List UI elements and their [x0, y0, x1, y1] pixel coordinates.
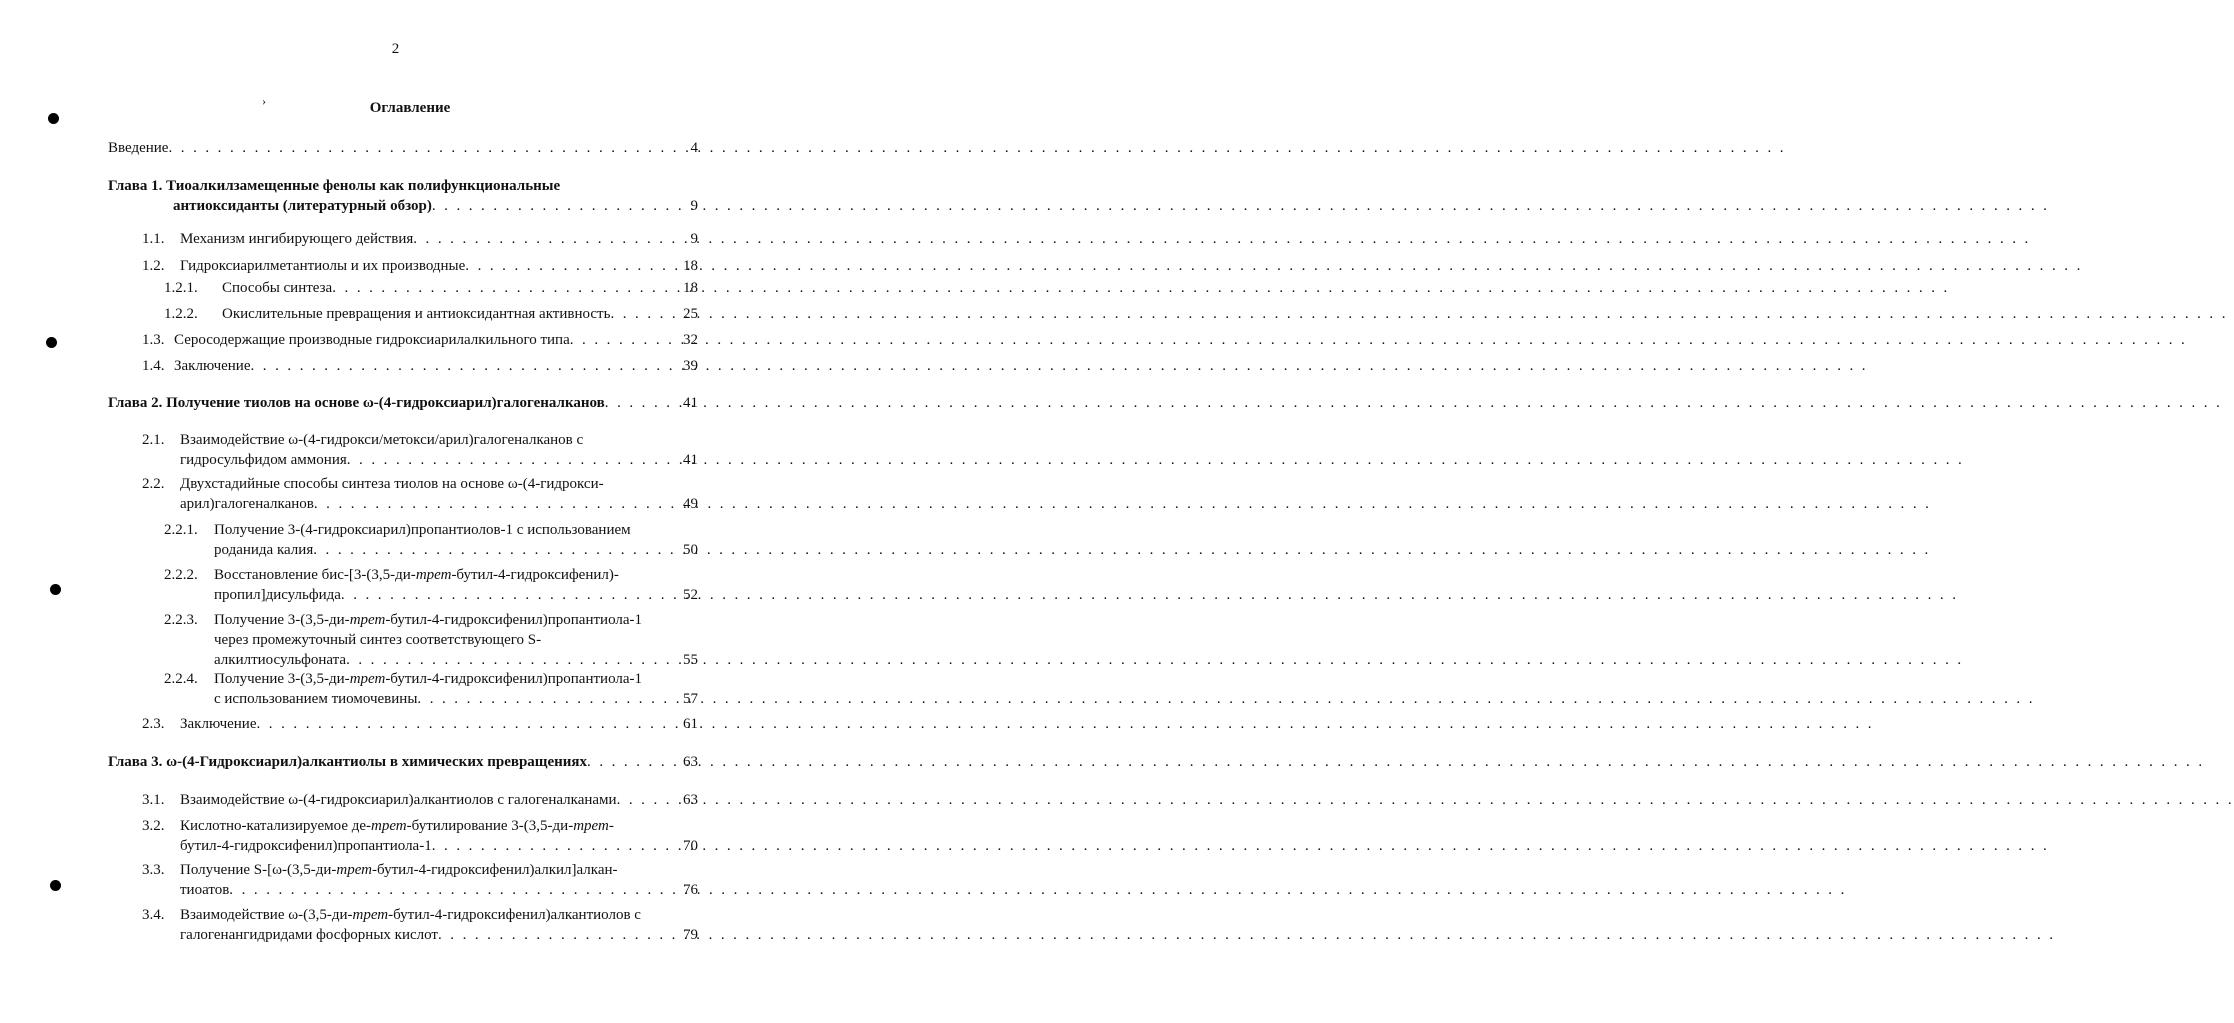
toc-entry-s1-1 — [142, 229, 660, 249]
toc-page-number: 63 — [683, 792, 698, 808]
toc-entry-number: 2.2.3. — [164, 612, 198, 628]
toc-entry-line — [142, 356, 660, 376]
toc-page-number: 49 — [683, 496, 698, 512]
dot-leader — [417, 689, 2034, 709]
toc-entry-number: 3.4. — [142, 907, 165, 923]
dot-leader — [413, 229, 2030, 249]
toc-entry-number: 1.2. — [142, 258, 165, 274]
toc-page-number: 57 — [683, 691, 698, 707]
toc-page-number: 63 — [683, 754, 698, 770]
toc-entry-s1-3 — [142, 330, 660, 350]
toc-entry-s2-3 — [142, 714, 660, 734]
toc-page-number: 61 — [683, 716, 698, 732]
toc-entry-title: пропил]дисульфида — [214, 587, 341, 603]
binder-hole-mark — [50, 880, 61, 891]
toc-entry-line — [108, 196, 660, 216]
dot-leader — [332, 278, 1949, 298]
toc-entry-title: Восстановление бис-[3-(3,5-ди-трет-бутил-4-гидроксифенил)- — [214, 567, 619, 583]
dot-leader — [605, 393, 2222, 413]
dot-leader — [617, 790, 2234, 810]
toc-entry-intro — [108, 138, 660, 158]
toc-entry-title: Кислотно-катализируемое де-трет-бутилирование 3-(3,5-ди-трет- — [180, 818, 614, 834]
toc-entry-title: Механизм ингибирующего действия — [180, 231, 414, 247]
toc-entry-s2-1 — [142, 430, 660, 470]
toc-entry-number: 1.2.2. — [164, 306, 198, 322]
toc-entry-line — [164, 278, 660, 298]
toc-entry-title: Заключение — [180, 716, 257, 732]
toc-entry-title: Получение 3-(3,5-ди-трет-бутил-4-гидроксифенил)пропантиола-1 — [214, 671, 643, 687]
toc-entry-title: Окислительные превращения и антиоксидантная активность — [222, 306, 611, 322]
binder-hole-mark — [48, 113, 59, 124]
toc-entry-ch2 — [108, 393, 664, 413]
toc-entry-line — [142, 860, 660, 880]
dot-leader — [346, 650, 1963, 670]
dot-leader — [587, 752, 2204, 772]
toc-entry-line — [164, 650, 660, 670]
toc-entry-title: Взаимодействие ω-(4-гидрокси/метокси/арил)галогеналканов с — [180, 432, 584, 448]
toc-entry-number: 3.3. — [142, 862, 165, 878]
toc-entry-number: 2.2.2. — [164, 567, 198, 583]
toc-entry-title: Двухстадийные способы синтеза тиолов на основе ω-(4-гидрокси- — [180, 476, 604, 492]
toc-entry-s2-2 — [142, 474, 660, 514]
toc-entry-number: 1.3. — [142, 332, 165, 348]
toc-entry-title: Глава 3. ω-(4-Гидроксиарил)алкантиолы в химических превращениях — [108, 754, 588, 770]
toc-entry-title: бутил-4-гидроксифенил)пропантиола-1 — [180, 838, 432, 854]
toc-entry-line — [164, 585, 660, 605]
toc-page-number: 32 — [683, 332, 698, 348]
toc-entry-line — [108, 393, 664, 413]
toc-entry-s1-2-2 — [164, 304, 660, 324]
toc-entry-title: Заключение — [174, 358, 251, 374]
toc-entry-line — [142, 790, 664, 810]
document-page — [0, 0, 791, 1023]
dot-leader — [168, 138, 1785, 158]
toc-entry-title: Взаимодействие ω-(3,5-ди-трет-бутил-4-гидроксифенил)алкантиолов с — [180, 907, 641, 923]
toc-entry-title: Введение — [108, 140, 169, 156]
dot-leader — [313, 540, 1930, 560]
toc-entry-line — [142, 880, 660, 900]
toc-entry-number: 3.1. — [142, 792, 165, 808]
toc-page-number: 70 — [683, 838, 698, 854]
toc-entry-s2-2-1 — [164, 520, 660, 560]
toc-entry-number: 1.1. — [142, 231, 165, 247]
toc-entry-title: Получение 3-(4-гидроксиарил)пропантиолов-1 с использованием — [214, 522, 631, 538]
toc-entry-title: Способы синтеза — [222, 280, 333, 296]
toc-entry-number: 3.2. — [142, 818, 165, 834]
toc-page-number: 52 — [683, 587, 698, 603]
toc-entry-line — [142, 450, 660, 470]
dot-leader — [314, 494, 1931, 514]
dot-leader — [251, 356, 1868, 376]
toc-page-number: 41 — [683, 452, 698, 468]
toc-entry-line — [142, 816, 660, 836]
toc-entry-line — [142, 905, 660, 925]
toc-entry-s3-1 — [142, 790, 664, 810]
dot-leader — [229, 880, 1846, 900]
toc-entry-s1-2-1 — [164, 278, 660, 298]
toc-page-number: 18 — [683, 280, 698, 296]
toc-page-number: 41 — [683, 395, 698, 411]
toc-entry-line — [164, 540, 660, 560]
toc-entry-title: через промежуточный синтез соответствующего S- — [214, 632, 542, 648]
toc-page-number: 9 — [690, 231, 698, 247]
toc-page-number: 76 — [683, 882, 698, 898]
toc-entry-title: Получение S-[ω-(3,5-ди-трет-бутил-4-гидроксифенил)алкил]алкан- — [180, 862, 618, 878]
dot-leader — [465, 256, 2082, 276]
toc-entry-s2-2-3 — [164, 610, 660, 670]
binder-hole-mark — [50, 584, 61, 595]
toc-page-number: 4 — [690, 140, 698, 156]
toc-page-number: 55 — [683, 652, 698, 668]
toc-entry-line — [108, 176, 660, 196]
toc-entry-line — [142, 256, 660, 276]
toc-entry-title: Получение 3-(3,5-ди-трет-бутил-4-гидроксифенил)пропантиола-1 — [214, 612, 643, 628]
toc-entry-s3-4 — [142, 905, 660, 945]
dot-leader — [570, 330, 2187, 350]
toc-entry-number: 2.3. — [142, 716, 165, 732]
toc-entry-line — [142, 430, 660, 450]
toc-entry-s2-2-2 — [164, 565, 660, 605]
toc-page-number: 25 — [683, 306, 698, 322]
toc-entry-line — [108, 138, 660, 158]
dot-leader — [257, 714, 1874, 734]
toc-entry-title: Взаимодействие ω-(4-гидроксиарил)алкантиолов с галогеналканами — [180, 792, 617, 808]
toc-entry-line — [108, 752, 660, 772]
toc-entry-title: роданида калия — [214, 542, 314, 558]
toc-entry-number: 2.2.4. — [164, 671, 198, 687]
toc-entry-number: 1.2.1. — [164, 280, 198, 296]
toc-entry-line — [164, 520, 660, 540]
page-number: 2 — [391, 41, 400, 57]
toc-entry-line — [164, 610, 660, 630]
toc-page-number: 50 — [683, 542, 698, 558]
toc-entry-line — [164, 565, 660, 585]
toc-page-number: 9 — [690, 198, 698, 214]
toc-entry-line — [142, 474, 660, 494]
stray-mark: › — [262, 94, 266, 108]
toc-entry-title: Серосодержащие производные гидроксиарилалкильного типа — [174, 332, 570, 348]
toc-entry-title: тиоатов — [180, 882, 230, 898]
toc-entry-number: 1.4. — [142, 358, 165, 374]
toc-entry-title: Глава 2. Получение тиолов на основе ω-(4-гидроксиарил)галогеналканов — [108, 395, 605, 411]
toc-entry-line — [164, 630, 660, 650]
toc-entry-title: арил)галогеналканов — [180, 496, 314, 512]
toc-entry-s2-2-4 — [164, 669, 660, 709]
toc-entry-title: с использованием тиомочевины — [214, 691, 418, 707]
toc-entry-title: Глава 1. Тиоалкилзамещенные фенолы как полифункциональные — [108, 178, 561, 194]
toc-entry-s1-2 — [142, 256, 660, 276]
toc-entry-line — [142, 925, 660, 945]
toc-entry-line — [142, 836, 660, 856]
toc-entry-ch1 — [108, 176, 660, 216]
toc-entry-title: галогенангидридами фосфорных кислот — [180, 927, 438, 943]
toc-entry-s3-2 — [142, 816, 660, 856]
page-title: Оглавление — [369, 100, 451, 116]
dot-leader — [341, 585, 1958, 605]
toc-entry-s1-4 — [142, 356, 660, 376]
toc-entry-line — [164, 669, 660, 689]
toc-entry-s3-3 — [142, 860, 660, 900]
toc-entry-line — [142, 229, 660, 249]
toc-entry-ch3 — [108, 752, 660, 772]
toc-page-number: 18 — [683, 258, 698, 274]
toc-entry-number: 2.2. — [142, 476, 165, 492]
toc-entry-title: Гидроксиарилметантиолы и их производные — [180, 258, 466, 274]
toc-entry-title: антиоксиданты (литературный обзор) — [173, 198, 432, 214]
binder-hole-mark — [46, 337, 57, 348]
dot-leader — [347, 450, 1964, 470]
toc-entry-line — [142, 330, 660, 350]
toc-entry-title: гидросульфидом аммония — [180, 452, 347, 468]
toc-entry-title: алкилтиосульфоната — [214, 652, 347, 668]
dot-leader — [610, 304, 2227, 324]
toc-entry-number: 2.1. — [142, 432, 165, 448]
toc-entry-number: 2.2.1. — [164, 522, 198, 538]
toc-entry-line — [164, 689, 660, 709]
toc-entry-line — [142, 494, 660, 514]
toc-page-number: 79 — [683, 927, 698, 943]
toc-entry-line — [164, 304, 660, 324]
toc-entry-line — [142, 714, 660, 734]
toc-page-number: 39 — [683, 358, 698, 374]
